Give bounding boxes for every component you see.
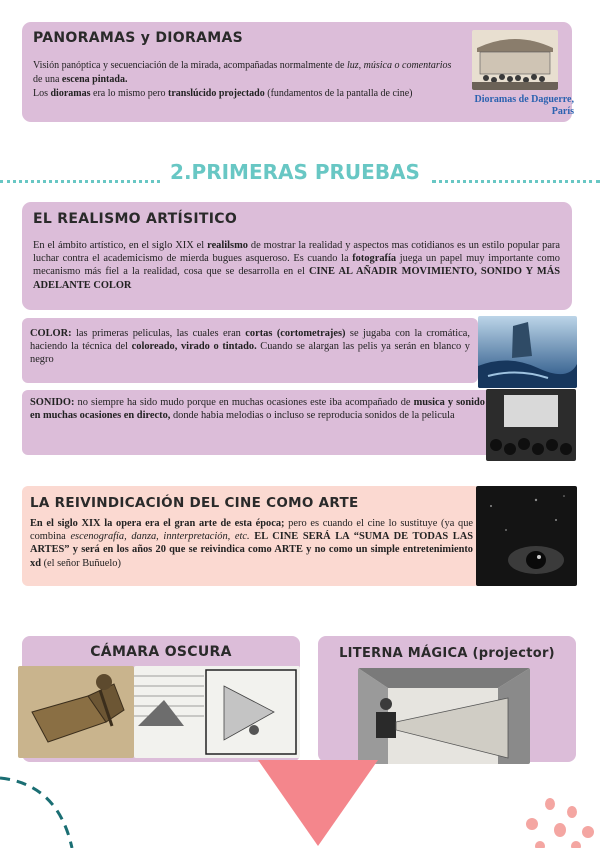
color-text: COLOR: las primeras peliculas, las cuales eran cortas (cortometrajes) se jugaba con la cromática, haciendo la técnica del coloreado, virado o tintado. Cuando se alargan las pelis ya serán en blanco y negro <box>30 328 470 366</box>
diorama-caption: Dioramas de Daguerre, París <box>474 94 574 117</box>
magic-lantern-image <box>358 668 530 764</box>
reivindicacion-text: En el siglo XIX la opera era el gran arte de esta época; pero es cuando el cine lo sustituye (ya que combina escenografía, danza, innterpretación, etc. EL CINE SERÁ LA “SUMA DE TODAS LAS ARTES” y será en los años 20 que se reivindica como ARTE y no como un simple entretenimiento xd (el señor Buñuelo) <box>30 518 474 569</box>
divider-dots-left <box>0 180 160 183</box>
surreal-eye-image <box>476 486 577 586</box>
section-title: 2.PRIMERAS PRUEBAS <box>170 160 420 184</box>
linterna-title: LITERNA MÁGICA (projector) <box>339 646 555 661</box>
realismo-text: En el ámbito artístico, en el siglo XIX el realilsmo de mostrar la realidad y aspectos mas cotidianos es un estilo popular para luchar contra el academicismo de mierda bugues asqueroso. Es cuando la fotografía juega un papel muy importante como mecanismo más fiel a la realidad, cosa que se desarrolla en el CINE AL AÑADIR MOVIMIENTO, SONIDO Y MÁS ADELANTE COLOR <box>33 240 561 291</box>
reivindicacion-title: LA REIVINDICACIÓN DEL CINE COMO ARTE <box>30 495 359 511</box>
divider-dots-right <box>432 180 600 183</box>
pink-dots-decoration <box>510 790 600 848</box>
camera-obscura-image-1 <box>18 666 134 758</box>
camara-title: CÁMARA OSCURA <box>90 644 232 660</box>
panoramas-text: Visión panóptica y secuenciación de la mirada, acompañadas normalmente de luz, música o comentarios de una escena pintada. Los dioramas era lo mismo pero translúcido projectado (fundamentos de la pantalla de cine) <box>33 60 452 99</box>
tinted-film-image <box>478 316 577 388</box>
camera-obscura-image-2 <box>134 666 300 758</box>
realismo-title: EL REALISMO ARTÍSITICO <box>33 211 238 227</box>
live-music-image <box>486 389 576 461</box>
teal-dashed-arc <box>0 770 100 848</box>
sonido-text: SONIDO: no siempre ha sido mudo porque en muchas ocasiones este iba acompañado de musica y sonido en muchas ocasiones en directo, donde habia melodias o incluso se reproducia sonidos de la pelicula <box>30 397 485 422</box>
panoramas-title: PANORAMAS y DIORAMAS <box>33 30 243 46</box>
pink-triangle <box>258 760 378 846</box>
diorama-image <box>472 30 558 90</box>
